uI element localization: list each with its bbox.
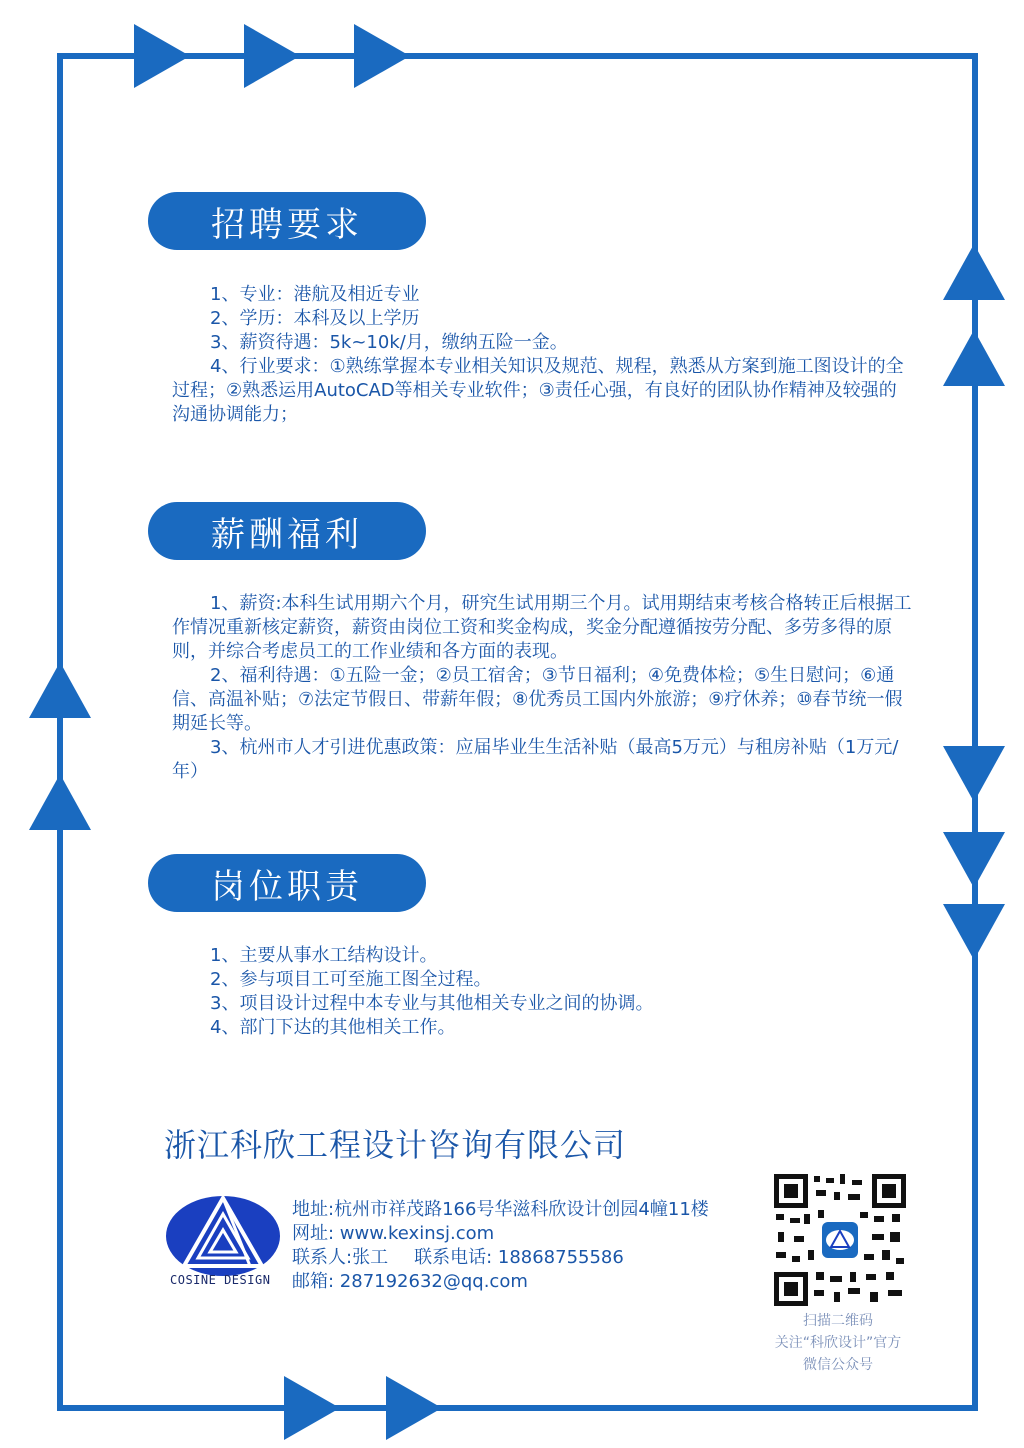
contact-person: 联系人:张工 bbox=[292, 1247, 389, 1268]
duties-line: 1、主要从事水工结构设计。 bbox=[210, 945, 438, 966]
arrow-right-icon bbox=[354, 24, 410, 88]
requirements-line: 2、学历：本科及以上学历 bbox=[210, 308, 420, 329]
contact-line bbox=[292, 1246, 709, 1270]
requirements-text bbox=[172, 283, 912, 427]
requirements-line: 3、薪资待遇：5k~10k/月，缴纳五险一金。 bbox=[210, 332, 568, 353]
arrow-right-icon bbox=[386, 1376, 442, 1440]
duties-line: 2、参与项目工可至施工图全过程。 bbox=[210, 969, 492, 990]
email-link[interactable]: 邮箱: 287192632@qq.com bbox=[292, 1271, 528, 1292]
section-title-duties: 岗位职责 bbox=[148, 854, 426, 912]
qr-code bbox=[774, 1174, 906, 1306]
arrow-up-icon bbox=[943, 330, 1005, 386]
arrow-down-icon bbox=[943, 904, 1005, 960]
arrow-up-icon bbox=[29, 662, 91, 718]
benefits-text bbox=[172, 592, 912, 784]
address-text: 地址:杭州市祥茂路166号华滋科欣设计创园4幢11楼 bbox=[292, 1199, 709, 1220]
contact-info bbox=[292, 1198, 709, 1294]
duties-text bbox=[172, 944, 912, 1040]
duties-line: 4、部门下达的其他相关工作。 bbox=[210, 1017, 456, 1038]
benefits-line: 2、福利待遇：①五险一金；②员工宿舍；③节日福利；④免费体检；⑤生日慰问；⑥通信、高温补贴；⑦法定节假日、带薪年假；⑧优秀员工国内外旅游；⑨疗休养；⑩春节统一假期延长等。 bbox=[172, 665, 903, 734]
arrow-down-icon bbox=[943, 746, 1005, 802]
requirements-line: 4、行业要求：①熟练掌握本专业相关知识及规范、规程，熟悉从方案到施工图设计的全过程；②熟悉运用AutoCAD等相关专业软件；③责任心强，有良好的团队协作精神及较强的沟通协调能力； bbox=[172, 356, 904, 425]
arrow-down-icon bbox=[943, 832, 1005, 888]
company-name: 浙江科欣工程设计咨询有限公司 bbox=[164, 1126, 627, 1164]
arrow-up-icon bbox=[943, 244, 1005, 300]
benefits-line: 3、杭州市人才引进优惠政策：应届毕业生生活补贴（最高5万元）与租房补贴（1万元/年） bbox=[172, 737, 899, 782]
website-link[interactable]: 网址: www.kexinsj.com bbox=[292, 1223, 495, 1244]
qr-caption-line: 扫描二维码 bbox=[803, 1313, 873, 1329]
duties-line: 3、项目设计过程中本专业与其他相关专业之间的协调。 bbox=[210, 993, 654, 1014]
qr-caption bbox=[748, 1310, 928, 1376]
arrow-up-icon bbox=[29, 774, 91, 830]
arrow-right-icon bbox=[244, 24, 300, 88]
arrow-right-icon bbox=[284, 1376, 340, 1440]
requirements-line: 1、专业：港航及相近专业 bbox=[210, 284, 420, 305]
qr-caption-line: 微信公众号 bbox=[803, 1357, 873, 1373]
section-title-requirements: 招聘要求 bbox=[148, 192, 426, 250]
benefits-line: 1、薪资:本科生试用期六个月，研究生试用期三个月。试用期结束考核合格转正后根据工作情况重新核定薪资，薪资由岗位工资和奖金构成，奖金分配遵循按劳分配、多劳多得的原则，并综合考虑员工的工作业绩和各方面的表现。 bbox=[172, 593, 912, 662]
logo-text: COSINE DESIGN bbox=[170, 1273, 271, 1287]
section-title-benefits: 薪酬福利 bbox=[148, 502, 426, 560]
qr-caption-line: 关注“科欣设计”官方 bbox=[774, 1335, 902, 1351]
phone-number[interactable]: 联系电话: 18868755586 bbox=[414, 1247, 624, 1268]
arrow-right-icon bbox=[134, 24, 190, 88]
